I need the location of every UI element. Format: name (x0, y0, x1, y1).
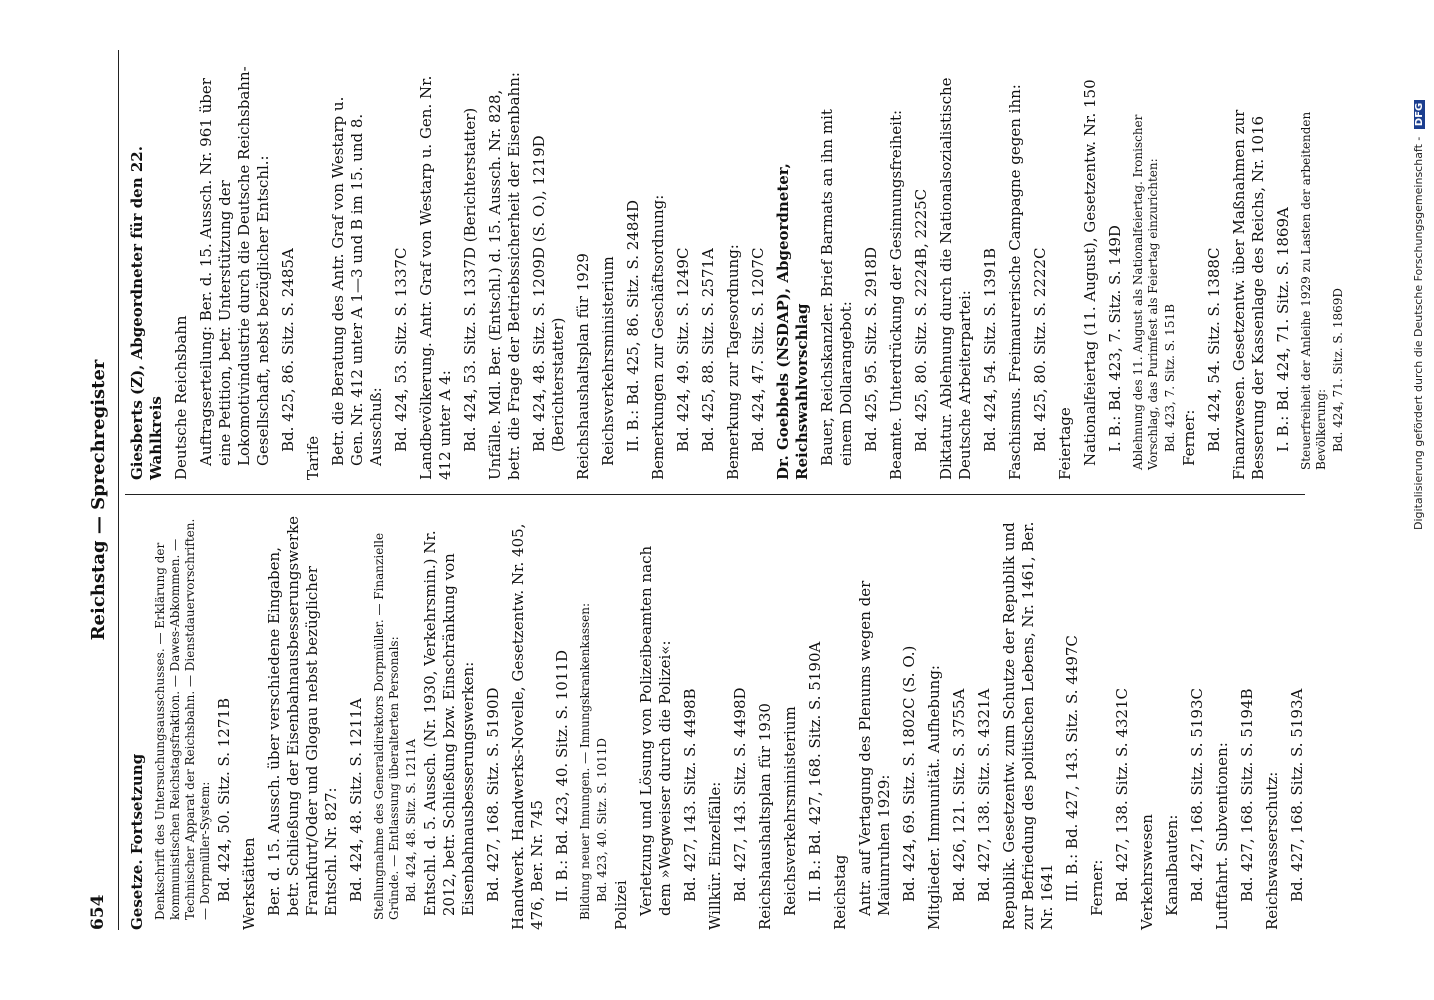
index-line: Bd. 427, 143. Sitz. S. 4498B (681, 688, 699, 902)
index-line: Ablehnung des 11. August als Nationalfeiertag. Ironischer Vorschlag, das Purimfest als Feiertag einzurichten: (1131, 114, 1160, 470)
index-line: I. B.: Bd. 424, 71. Sitz. S. 1869A (1274, 207, 1292, 452)
index-line: Diktatur. Ablehnung durch die Nationalsozialistische Deutsche Arbeiterpartei: (937, 77, 974, 480)
index-line: Ferner: (1180, 409, 1198, 466)
index-line: Feiertage (1056, 407, 1074, 480)
index-line: III. B.: Bd. 427, 143. Sitz. S. 4497C (1063, 635, 1081, 902)
index-line: Bd. 424, 54. Sitz. S. 1388C (1205, 247, 1223, 452)
page-number: 654 (88, 894, 108, 930)
index-line: Handwerk. Handwerks-Novelle, Gesetzentw. Nr. 405, 476, Ber. Nr. 745 (509, 523, 546, 930)
index-line: Bd. 425, 95. Sitz. S. 2918D (862, 247, 880, 452)
index-line: Nationalfeiertag (11. August), Gesetzentw. Nr. 150 (1081, 79, 1099, 466)
index-line: I. B.: Bd. 423, 7. Sitz. S. 149D (1106, 225, 1124, 452)
index-line: Bd. 424, 71. Sitz. S. 1869D (1331, 288, 1345, 452)
index-line: Ber. d. 15. Aussch. über verschiedene Eingaben, betr. Schließung der Eisenbahnausbesserungswerke Frankfurt/Oder und Glogau nebst bezüglicher Entschl. Nr. 827: (265, 515, 340, 916)
index-line: Bd. 424, 48. Sitz. S. 1209D (S. O.), 1219D (Berichterstatter) (530, 135, 567, 452)
funding-note: Digitalisierung gefördert durch die Deutsche Forschungsgemeinschaft - (1412, 136, 1425, 530)
index-line: Polizei (612, 880, 630, 930)
index-line: Reichshaushaltsplan für 1929 (574, 253, 592, 480)
index-line: Bd. 424, 48. Sitz. S. 1211A (404, 738, 418, 902)
page-title: Reichstag — Sprechregister (88, 359, 109, 641)
dfg-logo: DFG (1414, 100, 1425, 129)
index-line: Reichswasserschutz: (1263, 771, 1281, 930)
index-line: Bd. 427, 168. Sitz. S. 5190D (484, 687, 502, 902)
index-line: Auftragserteilung: Ber. d. 15. Aussch. Nr. 961 über eine Petition, betr. Unterstützung der Lokomotivindustrie durch die Deutsche Reichsbahn-Gesellschaft, nebst bezüglicher Entschl.: (197, 66, 272, 466)
index-line: Kanalbauten: (1163, 814, 1181, 916)
index-line: Landbevölkerung. Antr. Graf von Westarp u. Gen. Nr. 412 unter A 4: (417, 75, 454, 480)
index-line: Bd. 427, 143. Sitz. S. 4498D (731, 687, 749, 902)
side-note-text (1412, 100, 1425, 530)
index-line: Luftfahrt. Subventionen: (1213, 742, 1231, 930)
column-divider (125, 494, 1305, 495)
index-line: Bauer, Reichskanzler. Brief Barmats an ihn mit einem Dollarangebot: (818, 109, 855, 466)
index-line: Antr. auf Vertagung des Plenums wegen der Maiunruhen 1929: (856, 580, 893, 916)
index-line: Ferner: (1088, 859, 1106, 916)
index-line: Verkehrswesen (1138, 814, 1156, 930)
index-line: Bd. 424, 69. Sitz. S. 1802C (S. O.) (900, 645, 918, 902)
index-line: Verletzung und Lösung von Polizeibeamten nach dem »Wegweiser durch die Polizei«: (637, 545, 674, 916)
header-rule (118, 50, 119, 930)
index-line: Bd. 427, 168. Sitz. S. 5193C (1188, 688, 1206, 902)
index-line: Stellungnahme des Generaldirektors Dorpmüller. — Finanzielle Gründe. — Entlassung überalterten Personals: (372, 532, 401, 920)
index-line: Betr. die Beratung des Antr. Graf von Westarp u. Gen. Nr. 412 unter A 1—3 und B im 15. und 8. Ausschuß: (329, 96, 385, 466)
index-line: Bd. 424, 53. Sitz. S. 1337D (Berichterstatter) (461, 107, 479, 452)
right-column (128, 60, 1348, 480)
side-note (1412, 10, 1432, 530)
index-line: Bd. 425, 86. Sitz. S. 2485A (279, 248, 297, 452)
index-line: Tarife (304, 435, 322, 480)
index-line: Bd. 424, 54. Sitz. S. 1391B (981, 248, 999, 452)
index-line: Bd. 424, 49. Sitz. S. 1249C (674, 247, 692, 452)
index-line: Reichsverkehrsministerium (599, 256, 617, 466)
index-line: Denkschrift des Untersuchungsausschusses. — Erklärung der kommunistischen Reichstagsfraktion. — Dawes-Abkommen. — Technischer Apparat der Reichsbahn. — Dienstdauervorschriften. — Dorpmüller-System: (153, 518, 212, 920)
index-line: Bildung neuer Innungen. — Innungskrankenkassen: (578, 602, 592, 920)
index-line: Bd. 427, 138. Sitz. S. 4321C (1113, 688, 1131, 902)
index-line: Bd. 427, 138. Sitz. S. 4321A (975, 688, 993, 902)
index-line: Bd. 425, 80. Sitz. S. 2224B, 2225C (912, 188, 930, 452)
index-line: II. B.: Bd. 425, 86. Sitz. S. 2484D (624, 200, 642, 452)
index-line: Bd. 424, 53. Sitz. S. 1337C (392, 247, 410, 452)
index-line: Entschl. d. 5. Aussch. (Nr. 1930, Verkehrsmin.) Nr. 2012, betr. Schließung bzw. Einschränkung von Eisenbahnausbesserungswerken: (421, 530, 477, 916)
index-line: Willkür. Einzelfälle: (706, 781, 724, 930)
rotated-content (80, 40, 1345, 960)
index-line: Bemerkung zur Tagesordnung: (724, 244, 742, 480)
index-line: Reichstag (831, 854, 849, 930)
index-line: Werkstätten (240, 837, 258, 930)
index-line: Bd. 427, 168. Sitz. S. 5194B (1238, 688, 1256, 902)
index-line: Bemerkungen zur Geschäftsordnung: (649, 194, 667, 480)
index-line: II. B.: Bd. 423, 40. Sitz. S. 1011D (553, 650, 571, 902)
index-line: Bd. 426, 121. Sitz. S. 3755A (950, 688, 968, 902)
index-line: Reichshaushaltsplan für 1930 (756, 703, 774, 930)
index-line: Deutsche Reichsbahn (172, 315, 190, 480)
index-line: II. B.: Bd. 427, 168. Sitz. S. 5190A (806, 641, 824, 902)
index-line: Bd. 425, 88. Sitz. S. 2571A (699, 248, 717, 452)
index-lemma: Dr. Goebbels (NSDAP), Abgeordneter, Reichswahlvorschlag (774, 163, 811, 480)
page-header (80, 40, 120, 960)
index-lemma: Giesberts (Z), Abgeordneter für den 22. Wahlkreis (128, 146, 165, 480)
index-line: Bd. 424, 50. Sitz. S. 1271B (215, 698, 233, 902)
index-line: Beamte. Unterdrückung der Gesinnungsfreiheit: (887, 109, 905, 480)
index-line: Bd. 423, 40. Sitz. S. 1011D (595, 738, 609, 902)
index-line: Steuerfreiheit der Anleihe 1929 zu Lasten der arbeitenden Bevölkerung: (1299, 111, 1328, 470)
index-line: Finanzwesen. Gesetzentw. über Maßnahmen zur Besserung der Kassenlage des Reichs, Nr. 1016 (1230, 109, 1267, 480)
index-line: Bd. 425, 80. Sitz. S. 2222C (1031, 247, 1049, 452)
index-line: Mitglieder. Immunität. Aufhebung: (925, 665, 943, 930)
index-line: Bd. 427, 168. Sitz. S. 5193A (1288, 688, 1306, 902)
index-line: Reichsverkehrsministerium (781, 706, 799, 916)
left-column (128, 510, 1313, 930)
index-line: Unfälle. Mdl. Ber. (Entschl.) d. 15. Aussch. Nr. 828, betr. die Frage der Betriebssicherheit der Eisenbahn: (486, 72, 523, 480)
index-lemma: Gesetze. Fortsetzung (128, 753, 146, 930)
index-line: Faschismus. Freimaurerische Campagne gegen ihn: (1006, 84, 1024, 480)
index-line: Bd. 424, 47. Sitz. S. 1207C (749, 247, 767, 452)
index-line: Bd. 424, 48. Sitz. S. 1211A (347, 698, 365, 902)
index-line: Republik. Gesetzentw. zum Schutze der Republik und zur Befriedung des politischen Lebens, Nr. 1461, Ber. Nr. 1641 (1000, 521, 1056, 930)
index-line: Bd. 423, 7. Sitz. S. 151B (1163, 304, 1177, 452)
